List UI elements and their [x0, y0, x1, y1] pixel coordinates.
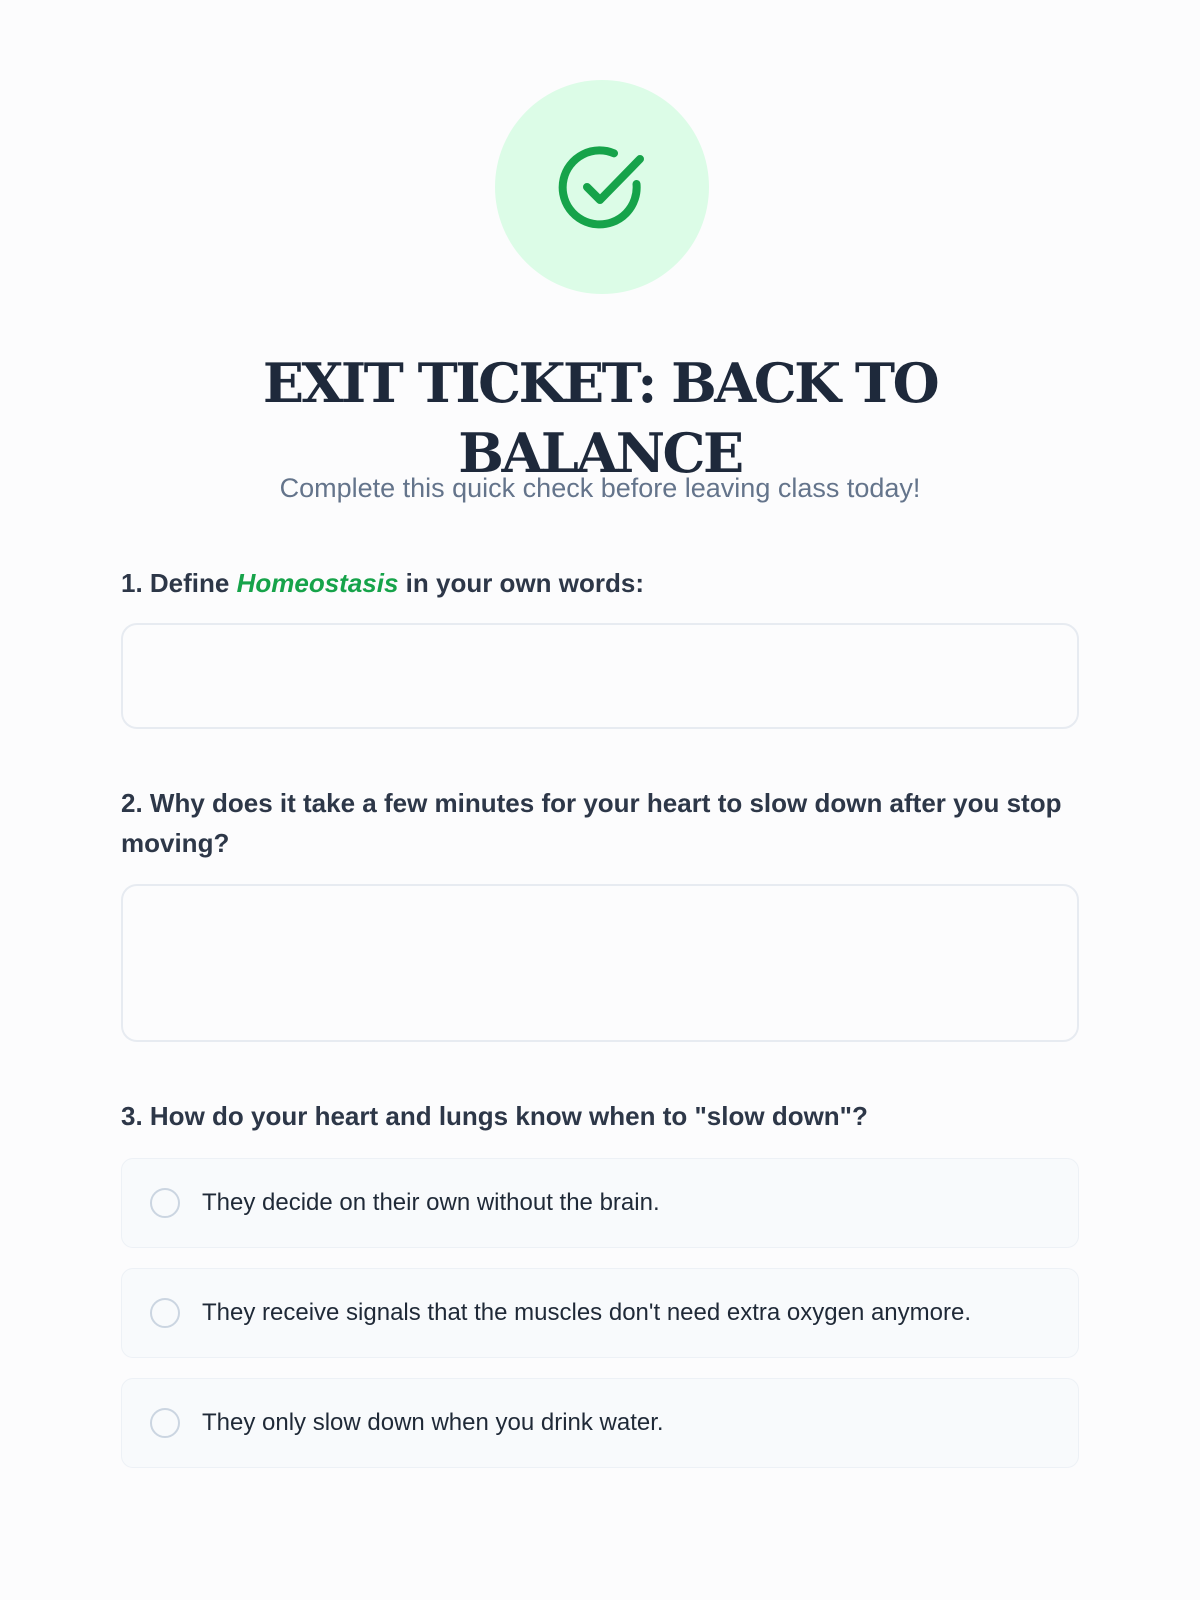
question-3-option-1[interactable]	[121, 1158, 1079, 1248]
option-label: They decide on their own without the brain.	[202, 1189, 660, 1216]
question-1-label	[121, 563, 1079, 603]
question-1-prefix: 1. Define	[121, 568, 237, 598]
radio-button[interactable]	[150, 1408, 180, 1438]
question-3-option-2[interactable]	[121, 1268, 1079, 1358]
term-homeostasis: Homeostasis	[236, 568, 399, 598]
question-2-answer-field[interactable]	[121, 884, 1079, 1042]
success-badge	[495, 80, 709, 294]
radio-button[interactable]	[150, 1188, 180, 1218]
question-1-suffix: in your own words:	[398, 568, 644, 598]
option-label: They receive signals that the muscles don't need extra oxygen anymore.	[202, 1299, 971, 1326]
check-circle-icon	[552, 137, 652, 237]
question-1-answer-field[interactable]	[121, 623, 1079, 729]
question-3-option-3[interactable]	[121, 1378, 1079, 1468]
question-2-label: 2. Why does it take a few minutes for your heart to slow down after you stop moving?	[121, 788, 1062, 858]
page-title: EXIT TICKET: BACK TO BALANCE	[262, 351, 938, 485]
question-3-label: 3. How do your heart and lungs know when to "slow down"?	[121, 1101, 868, 1131]
radio-button[interactable]	[150, 1298, 180, 1328]
option-label: They only slow down when you drink water.	[202, 1409, 664, 1436]
page-subtitle: Complete this quick check before leaving class today!	[279, 473, 921, 503]
